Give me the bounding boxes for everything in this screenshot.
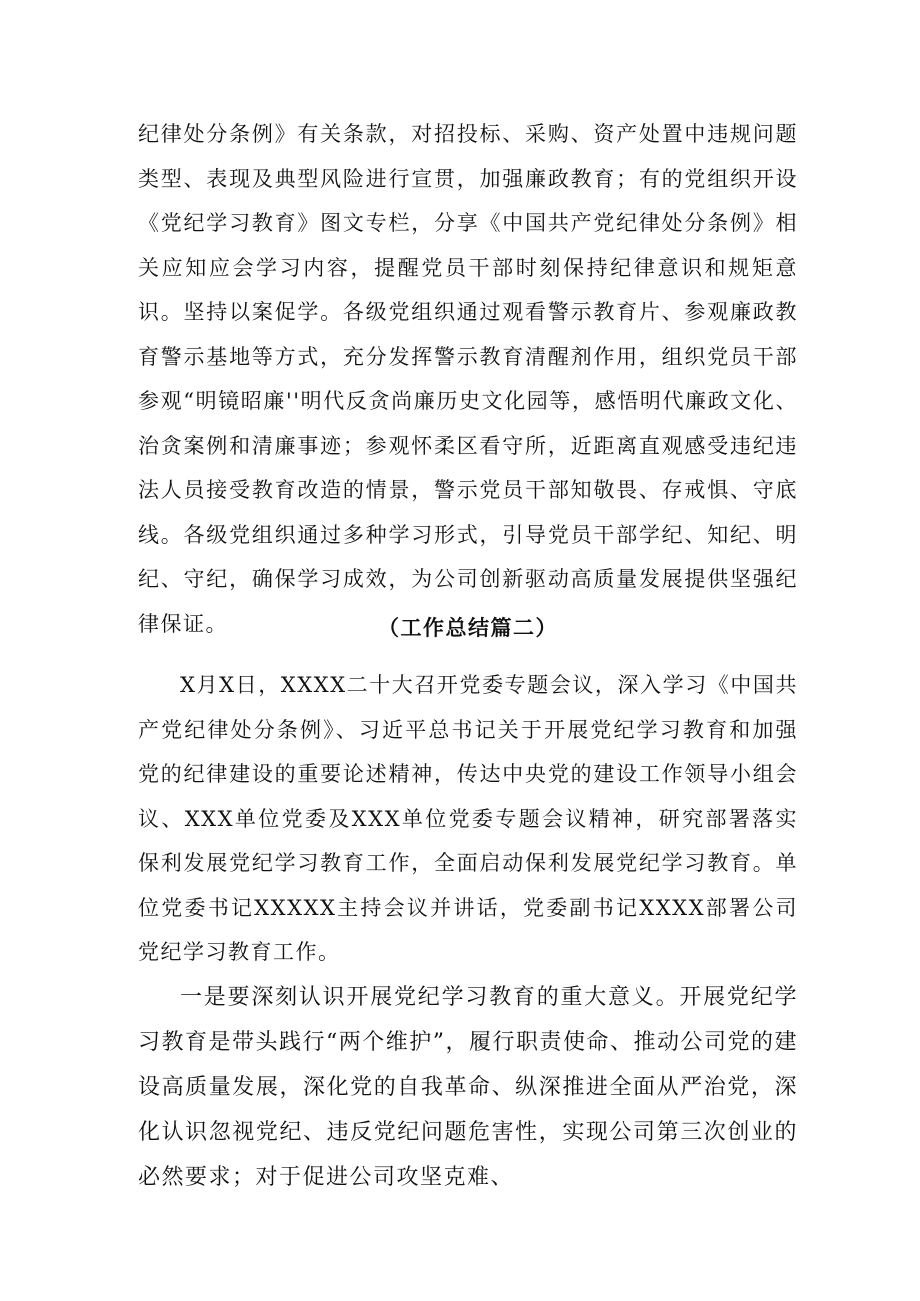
body-paragraph-1: 纪律处分条例》有关条款，对招投标、采购、资产处置中违规问题类型、表现及典型风险进行宣贯，加强廉政教育；有的党组织开设《党纪学习教育》图文专栏，分享《中国共产党纪律处分条例》相关应知应会学习内容，提醒党员干部时刻保持纪律意识和规矩意识。坚持以案促学。各级党组织通过观看警示教育片、参观廉政教育警示基地等方式，充分发挥警示教育清醒剂作用，组织党员干部参观“明镜昭廉''明代反贪尚廉历史文化园等，感悟明代廉政文化、治贪案例和清廉事迹；参观怀柔区看守所，近距离直观感受违纪违法人员接受教育改造的情景，警示党员干部知敬畏、存戒惧、守底线。各级党组织通过多种学习形式，引导党员干部学纪、知纪、明纪、守纪，确保学习成效，为公司创新驱动高质量发展提供坚强纪律保证。	[138, 122, 798, 636]
section-heading: （工作总结篇二）	[378, 615, 558, 640]
body-paragraph-3: 一是要深刻认识开展党纪学习教育的重大意义。开展党纪学习教育是带头践行“两个维护”，履行职责使命、推动公司党的建设高质量发展，深化党的自我革命、纵深推进全面从严治党，深化认识忽视党纪、违反党纪问题危害性，实现公司第三次创业的必然要求；对于促进公司攻坚克难、	[138, 985, 798, 1190]
body-paragraph-2: X月X日，XXXX二十大召开党委专题会议，深入学习《中国共产党纪律处分条例》、习近平总书记关于开展党纪学习教育和加强党的纪律建设的重要论述精神，传达中央党的建设工作领导小组会议、XXX单位党委及XXX单位党委专题会议精神，研究部署落实保利发展党纪学习教育工作，全面启动保利发展党纪学习教育。单位党委书记XXXXX主持会议并讲话，党委副书记XXXX部署公司党纪学习教育工作。	[138, 673, 798, 964]
